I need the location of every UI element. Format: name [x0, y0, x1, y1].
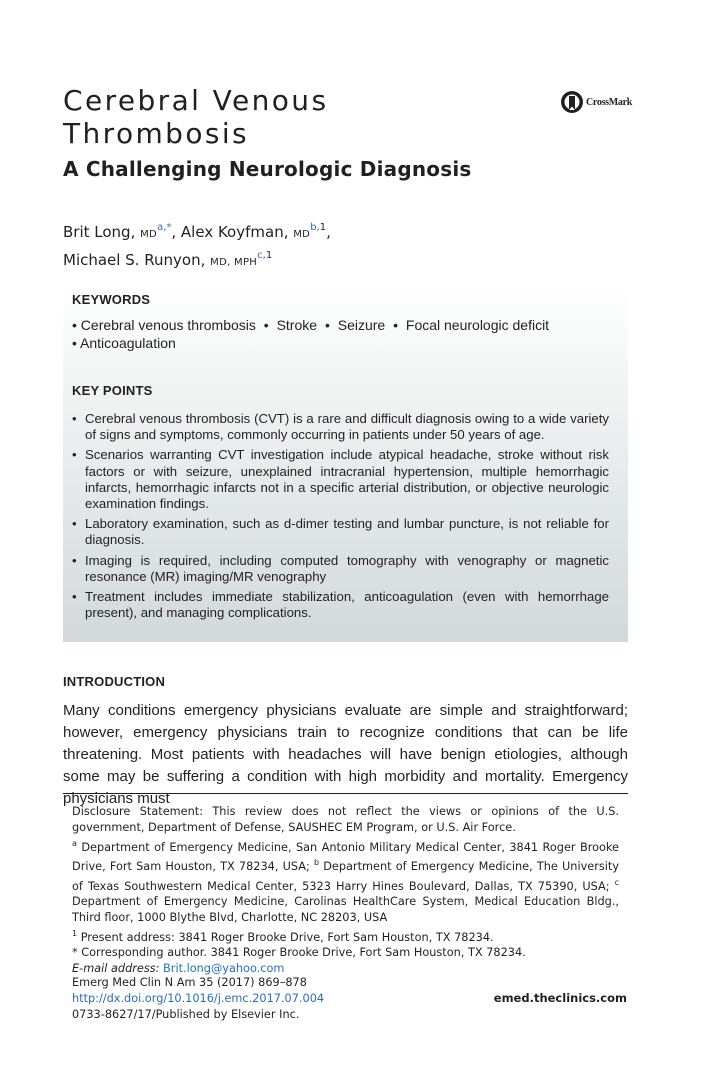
keyword: Focal neurologic deficit	[405, 317, 550, 333]
author-name: Brit Long,	[63, 223, 136, 241]
footnote-mark: 1	[265, 250, 273, 261]
article-subtitle: A Challenging Neurologic Diagnosis	[63, 157, 472, 181]
keyword: Anticoagulation	[80, 335, 176, 351]
issn-line: 0733-8627/17/Published by Elsevier Inc.	[72, 1007, 300, 1021]
keyword: Stroke	[276, 317, 318, 333]
affiliation-mark: c	[614, 877, 620, 887]
corresponding-author: * Corresponding author. 3841 Roger Brooke Drive, Fort Sam Houston, TX 78234.	[72, 946, 526, 960]
keywords-heading: KEYWORDS	[72, 292, 151, 307]
author-line-1: Brit Long, $MD^{a,*}$, Alex Koyfman, MD$^{b,1}$,	[63, 222, 331, 241]
keywords-line-1: • Cerebral venous thrombosis • Stroke • Seizure • Focal neurologic deficit	[72, 317, 550, 333]
author-name: Michael S. Runyon,	[63, 251, 206, 269]
journal-website[interactable]: emed.theclinics.com	[493, 991, 627, 1005]
affiliation-a: Department of Emergency Medicine, San Antonio Military Medical Center, 3841 Roger Brooke Drive, Fort Sam Houston, TX 78234, USA;	[72, 840, 620, 873]
affiliation-b: Department of Emergency Medicine, The University of Texas Southwestern Medical Center, 5323 Harry Hines Boulevard, Dallas, TX 75390, USA;	[72, 859, 620, 893]
abstract-box	[63, 281, 628, 642]
footnote-mark: 1	[319, 222, 327, 233]
citation-block	[72, 975, 324, 1022]
article-title	[63, 84, 483, 150]
footnote-divider	[63, 793, 628, 794]
affiliation-mark: b	[313, 858, 320, 868]
author-degree: MD	[140, 229, 158, 240]
key-points-list	[72, 411, 609, 625]
key-point: • Laboratory examination, such as d-dimer testing and lumbar puncture, is not reliable for diagnosis.	[72, 516, 609, 548]
author-line-2	[63, 246, 331, 274]
footnote-mark: 1	[72, 928, 78, 938]
email-label: E-mail address:	[72, 962, 160, 976]
author-list	[63, 218, 331, 274]
footnotes	[72, 804, 619, 977]
title-line-2: Thrombosis	[63, 117, 250, 150]
affiliation-link[interactable]	[257, 250, 272, 261]
author-degree: MD	[293, 229, 311, 240]
keyword: Seizure	[337, 317, 386, 333]
keyword: Cerebral venous thrombosis	[80, 317, 256, 333]
affiliation-mark: c,	[257, 250, 266, 261]
key-points-heading: KEY POINTS	[72, 383, 153, 398]
crossmark-icon	[560, 90, 584, 114]
affiliation-mark: b,	[310, 222, 320, 233]
author-name: Alex Koyfman,	[180, 223, 289, 241]
introduction-text: Many conditions emergency physicians evaluate are simple and straightforward; however, emergency physicians train to recognize conditions that can be life threatening. Most patients with headaches will have benign etiologies, although some may be suffering a condition with high morbidity and mortality. Emergency physicians must	[63, 702, 628, 807]
affiliation-link[interactable]: a,*	[157, 222, 172, 233]
affiliation-link[interactable]	[310, 222, 326, 233]
email-link[interactable]: Brit.long@yahoo.com	[163, 962, 285, 976]
affiliations	[72, 836, 619, 926]
journal-citation: Emerg Med Clin N Am 35 (2017) 869–878	[72, 976, 307, 989]
disclosure-statement: Disclosure Statement: This review does not reflect the views or opinions of the U.S. government, Department of Defense, SAUSHEC EM Program, or U.S. Air Force.	[72, 805, 619, 834]
doi-link[interactable]: http://dx.doi.org/10.1016/j.emc.2017.07.004	[72, 991, 325, 1005]
affiliation-c: Department of Emergency Medicine, Carolinas HealthCare System, Medical Education Bldg., Third floor, 1000 Blythe Blvd, Charlotte, NC 28203, USA	[72, 895, 619, 925]
affiliation-mark: a	[72, 838, 77, 848]
introduction-heading: INTRODUCTION	[63, 674, 166, 689]
key-point: • Imaging is required, including computed tomography with venography or magnetic resonance (MR) imaging/MR venography	[72, 553, 609, 585]
keywords-line-2: • Anticoagulation	[72, 335, 176, 351]
key-point: • Cerebral venous thrombosis (CVT) is a rare and difficult diagnosis owing to a wide variety of signs and symptoms, commonly occurring in patients under 50 years of age.	[72, 411, 609, 443]
author-degree: MD, MPH	[210, 257, 258, 268]
present-address	[72, 926, 619, 946]
crossmark-label: CrossMark	[586, 96, 633, 108]
title-line-1: Cerebral Venous	[63, 84, 329, 117]
present-address-text: Present address: 3841 Roger Brooke Drive, Fort Sam Houston, TX 78234.	[80, 930, 494, 944]
key-point: • Treatment includes immediate stabilization, anticoagulation (even with hemorrhage present), and managing complications.	[72, 589, 609, 621]
key-point: • Scenarios warranting CVT investigation include atypical headache, stroke without risk factors or with seizure, unexplained intracranial hypertension, multiple hemorrhagic infarcts, hemorrhagic infarcts not in a specific arterial distribution, or objective neurologic examination findings.	[72, 447, 609, 512]
crossmark-badge[interactable]	[560, 89, 632, 115]
